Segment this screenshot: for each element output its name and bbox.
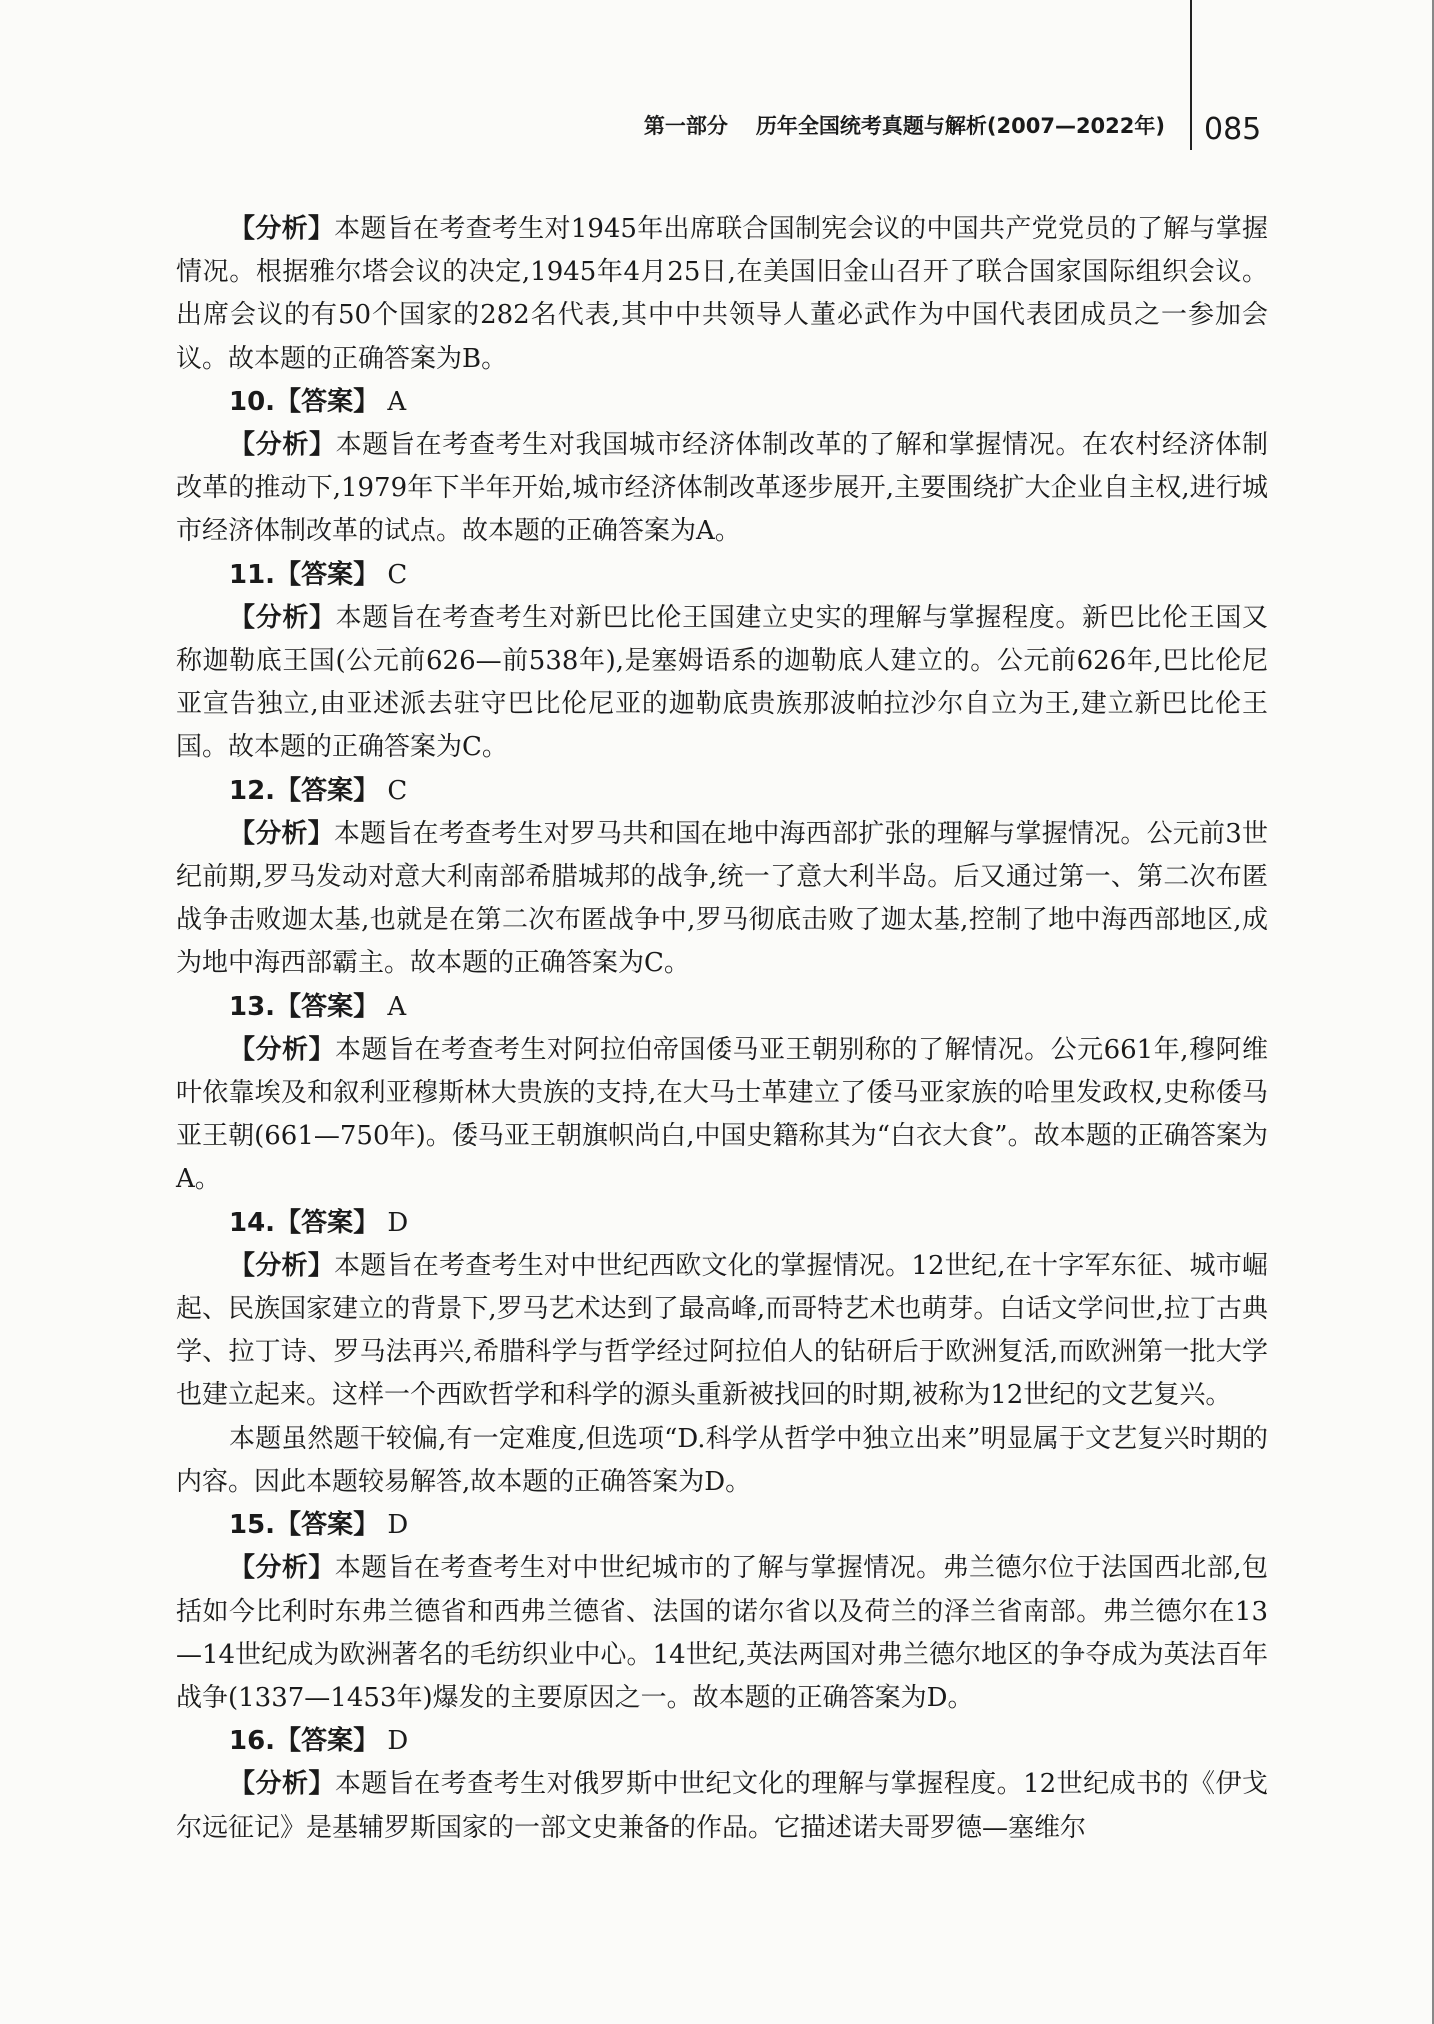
answer-label: 【答案】 (275, 1207, 380, 1238)
analysis-label: 【分析】 (229, 1250, 334, 1281)
question-number: 14. (229, 1207, 276, 1238)
analysis-paragraph-15 (176, 1547, 1268, 1720)
answer-choice: A (387, 386, 407, 417)
answer-choice: C (387, 559, 408, 590)
analysis-label: 【分析】 (229, 602, 336, 633)
answer-label: 【答案】 (275, 991, 380, 1022)
question-number: 11. (229, 559, 276, 590)
analysis-paragraph-11 (176, 597, 1268, 770)
analysis-label: 【分析】 (229, 1769, 335, 1800)
answer-choice: A (387, 991, 407, 1022)
answer-line-13 (176, 986, 1268, 1029)
answer-line-10 (176, 381, 1268, 424)
analysis-label: 【分析】 (229, 1034, 336, 1065)
answer-line-15 (176, 1504, 1268, 1547)
analysis-label: 【分析】 (229, 1553, 335, 1584)
answer-label: 【答案】 (275, 1726, 380, 1757)
question-number: 13. (229, 991, 276, 1022)
analysis-paragraph-10 (176, 424, 1268, 554)
analysis-label: 【分析】 (229, 214, 335, 244)
answer-line-11 (176, 554, 1268, 597)
answer-label: 【答案】 (275, 559, 380, 590)
answer-label: 【答案】 (275, 775, 380, 806)
running-header (0, 104, 1165, 148)
answer-label: 【答案】 (275, 386, 380, 417)
analysis-paragraph (176, 208, 1268, 381)
header-title: 历年全国统考真题与解析(2007—2022年) (755, 114, 1165, 138)
question-number: 10. (229, 386, 276, 417)
question-number: 12. (229, 775, 276, 806)
page-body (176, 208, 1268, 1850)
analysis-paragraph-14 (176, 1245, 1268, 1418)
page-number: 085 (1204, 112, 1262, 147)
answer-line-16 (176, 1720, 1268, 1763)
analysis-paragraph-13 (176, 1029, 1268, 1202)
header-divider (1190, 0, 1192, 150)
question-number: 16. (229, 1726, 276, 1757)
header-part: 第一部分 (643, 114, 728, 138)
answer-line-14 (176, 1202, 1268, 1245)
answer-label: 【答案】 (275, 1510, 380, 1541)
answer-choice: D (387, 1510, 409, 1541)
answer-line-12 (176, 770, 1268, 813)
answer-choice: C (387, 775, 408, 806)
analysis-text: 本题旨在考查考生对俄罗斯中世纪文化的理解与掌握程度。12世纪成书的《伊戈尔远征记》是基辅罗斯国家的一部文史兼备的作品。它描述诺夫哥罗德—塞维尔 (176, 1769, 1268, 1843)
analysis-paragraph-12 (176, 813, 1268, 986)
analysis-text: 本题旨在考查考生对新巴比伦王国建立史实的理解与掌握程度。新巴比伦王国又称迦勒底王国(公元前626—前538年),是塞姆语系的迦勒底人建立的。公元前626年,巴比伦尼亚宣告独立,由亚述派去驻守巴比伦尼亚的迦勒底贵族那波帕拉沙尔自立为王,建立新巴比伦王国。故本题的正确答案为C。 (176, 602, 1268, 763)
analysis-text: 本题旨在考查考生对罗马共和国在地中海西部扩张的理解与掌握情况。公元前3世纪前期,罗马发动对意大利南部希腊城邦的战争,统一了意大利半岛。后又通过第一、第二次布匿战争击败迦太基,也就是在第二次布匿战争中,罗马彻底击败了迦太基,控制了地中海西部地区,成为地中海西部霸主。故本题的正确答案为C。 (176, 818, 1268, 979)
question-number: 15. (229, 1510, 276, 1541)
analysis-label: 【分析】 (229, 818, 334, 849)
answer-choice: D (387, 1726, 409, 1757)
analysis-paragraph-16 (176, 1763, 1268, 1849)
analysis-text: 本题旨在考查考生对中世纪西欧文化的掌握情况。12世纪,在十字军东征、城市崛起、民族国家建立的背景下,罗马艺术达到了最高峰,而哥特艺术也萌芽。白话文学问世,拉丁古典学、拉丁诗、罗马法再兴,希腊科学与哲学经过阿拉伯人的钻研后于欧洲复活,而欧洲第一批大学也建立起来。这样一个西欧哲学和科学的源头重新被找回的时期,被称为12世纪的文艺复兴。 (176, 1250, 1268, 1411)
analysis-text: 本题旨在考查考生对1945年出席联合国制宪会议的中国共产党党员的了解与掌握情况。根据雅尔塔会议的决定,1945年4月25日,在美国旧金山召开了联合国家国际组织会议。出席会议的有50个国家的282名代表,其中中共领导人董必武作为中国代表团成员之一参加会议。故本题的正确答案为B。 (176, 214, 1268, 374)
analysis-text: 本题旨在考查考生对阿拉伯帝国倭马亚王朝别称的了解情况。公元661年,穆阿维叶依靠埃及和叙利亚穆斯林大贵族的支持,在大马士革建立了倭马亚家族的哈里发政权,史称倭马亚王朝(661—750年)。倭马亚王朝旗帜尚白,中国史籍称其为“白衣大食”。故本题的正确答案为A。 (176, 1034, 1268, 1195)
analysis-text: 本题旨在考查考生对我国城市经济体制改革的了解和掌握情况。在农村经济体制改革的推动下,1979年下半年开始,城市经济体制改革逐步展开,主要围绕扩大企业自主权,进行城市经济体制改革的试点。故本题的正确答案为A。 (176, 430, 1268, 547)
analysis-label: 【分析】 (229, 430, 336, 461)
note-paragraph-14: 本题虽然题干较偏,有一定难度,但选项“D.科学从哲学中独立出来”明显属于文艺复兴时期的内容。因此本题较易解答,故本题的正确答案为D。 (176, 1423, 1268, 1497)
answer-choice: D (387, 1207, 409, 1238)
analysis-text: 本题旨在考查考生对中世纪城市的了解与掌握情况。弗兰德尔位于法国西北部,包括如今比利时东弗兰德省和西弗兰德省、法国的诺尔省以及荷兰的泽兰省南部。弗兰德尔在13—14世纪成为欧洲著名的毛纺织业中心。14世纪,英法两国对弗兰德尔地区的争夺成为英法百年战争(1337—1453年)爆发的主要原因之一。故本题的正确答案为D。 (176, 1553, 1268, 1713)
